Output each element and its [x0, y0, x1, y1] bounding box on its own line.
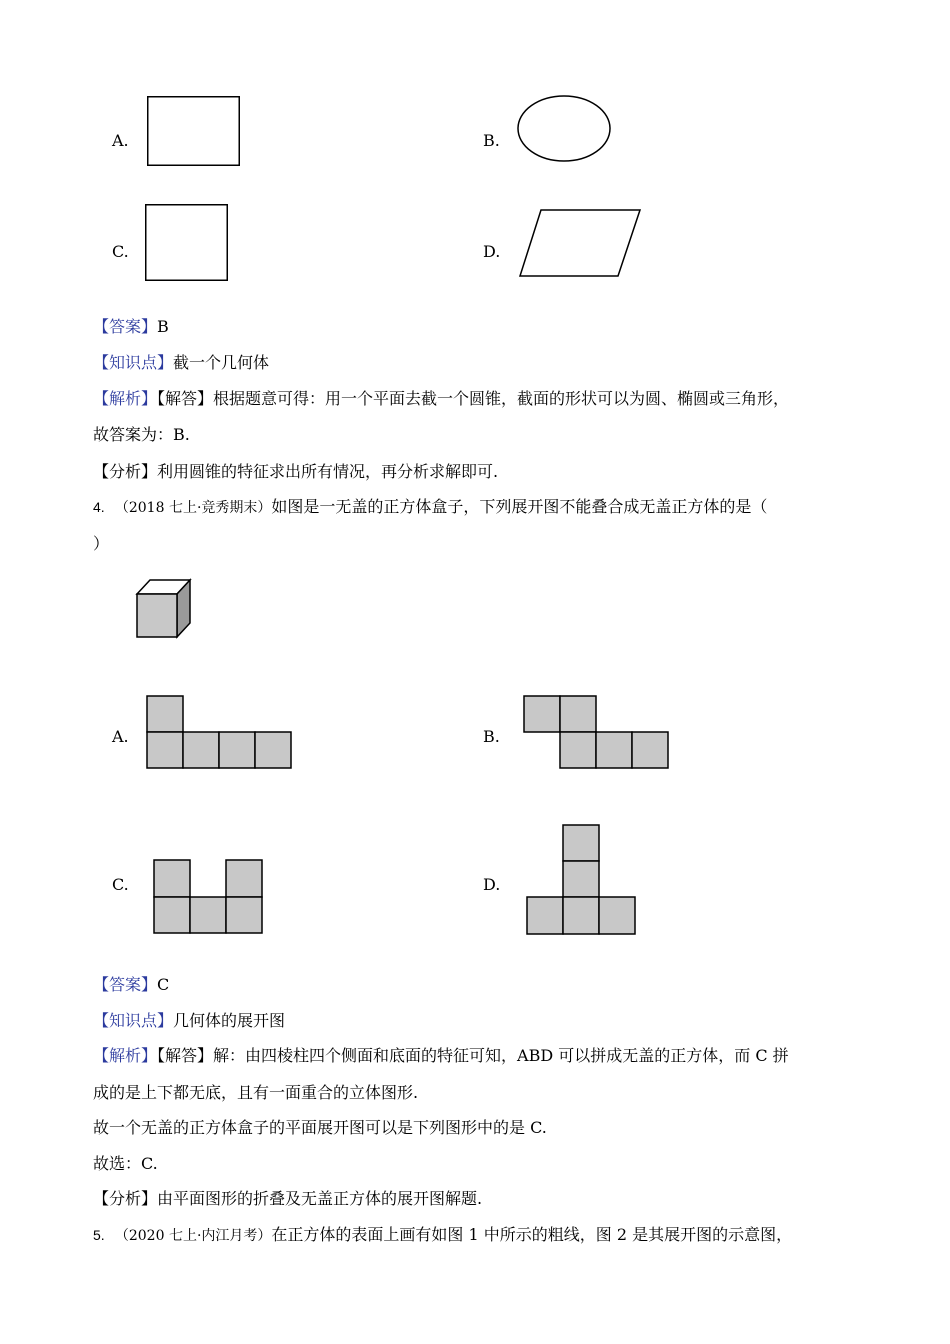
q4-option-b-label: B.	[483, 727, 500, 746]
q3-analysis-line2: 故答案为：B.	[93, 425, 190, 444]
q3-option-c-label: C.	[112, 242, 129, 261]
answer-tag: 【答案】	[93, 975, 158, 994]
question-source: （2020 七上·内江月考）	[114, 1228, 272, 1244]
q4-option-c-label: C.	[112, 875, 129, 894]
answer-value: C	[157, 975, 170, 994]
answer-value: B	[157, 317, 169, 336]
q4-answer-line	[93, 972, 169, 995]
q3-knowledge-line	[93, 350, 269, 373]
knowledge-value: 几何体的展开图	[173, 1011, 286, 1030]
q3-answer-line	[93, 314, 169, 337]
q4-knowledge-line	[93, 1008, 285, 1031]
analysis-tag: 【解析】	[93, 1046, 158, 1065]
q3-option-a-label: A.	[112, 131, 129, 150]
q3-option-b-label: B.	[483, 131, 500, 150]
q4-stem-line2: ）	[93, 534, 110, 553]
question-number: 5.	[93, 1227, 105, 1243]
q5-stem-line1	[93, 1222, 792, 1245]
q4-option-d-net	[525, 824, 637, 936]
question-source: （2018 七上·竞秀期末）	[114, 500, 272, 516]
question-stem: 如图是一无盖的正方体盒子，下列展开图不能叠合成无盖正方体的是（	[271, 497, 768, 516]
q4-analysis-line3: 故一个无盖的正方体盒子的平面展开图可以是下列图形中的是 C.	[93, 1118, 547, 1137]
q4-option-a-net	[146, 695, 294, 770]
q3-fenxi-line: 【分析】利用圆锥的特征求出所有情况，再分析求解即可.	[93, 462, 499, 481]
q4-analysis-line4: 故选：C.	[93, 1154, 158, 1173]
q4-option-a-label: A.	[112, 727, 129, 746]
knowledge-tag: 【知识点】	[93, 353, 174, 372]
q3-option-d-label: D.	[483, 242, 501, 261]
question-number: 4.	[93, 499, 105, 515]
q3-analysis-line1: 【解析】【解答】根据题意可得：用一个平面去截一个圆锥，截面的形状可以为圆、椭圆或三角形，	[93, 389, 790, 408]
q4-analysis-line1: 【解析】【解答】解：由四棱柱四个侧面和底面的特征可知，ABD 可以拼成无盖的正方体，而 C 拼	[93, 1046, 789, 1065]
q3-option-d-parallelogram	[519, 209, 642, 278]
q4-stem-line1	[93, 494, 767, 517]
knowledge-tag: 【知识点】	[93, 1011, 174, 1030]
question-stem: 在正方体的表面上画有如图 1 中所示的粗线，图 2 是其展开图的示意图，	[271, 1225, 793, 1244]
q4-option-b-net	[523, 695, 671, 770]
q4-option-d-label: D.	[483, 875, 501, 894]
q4-option-c-net	[153, 859, 265, 935]
answer-tag: 【答案】	[93, 317, 158, 336]
q3-option-a-rectangle	[147, 96, 241, 167]
knowledge-value: 截一个几何体	[173, 353, 270, 372]
analysis-tag: 【解析】	[93, 389, 158, 408]
q3-option-b-ellipse	[517, 95, 612, 163]
q4-fenxi-line: 【分析】由平面图形的折叠及无盖正方体的展开图解题.	[93, 1189, 483, 1208]
open-box-cube-figure	[136, 579, 192, 639]
q3-option-c-square	[145, 204, 229, 282]
q4-analysis-line2: 成的是上下都无底，且有一面重合的立体图形.	[93, 1083, 419, 1102]
